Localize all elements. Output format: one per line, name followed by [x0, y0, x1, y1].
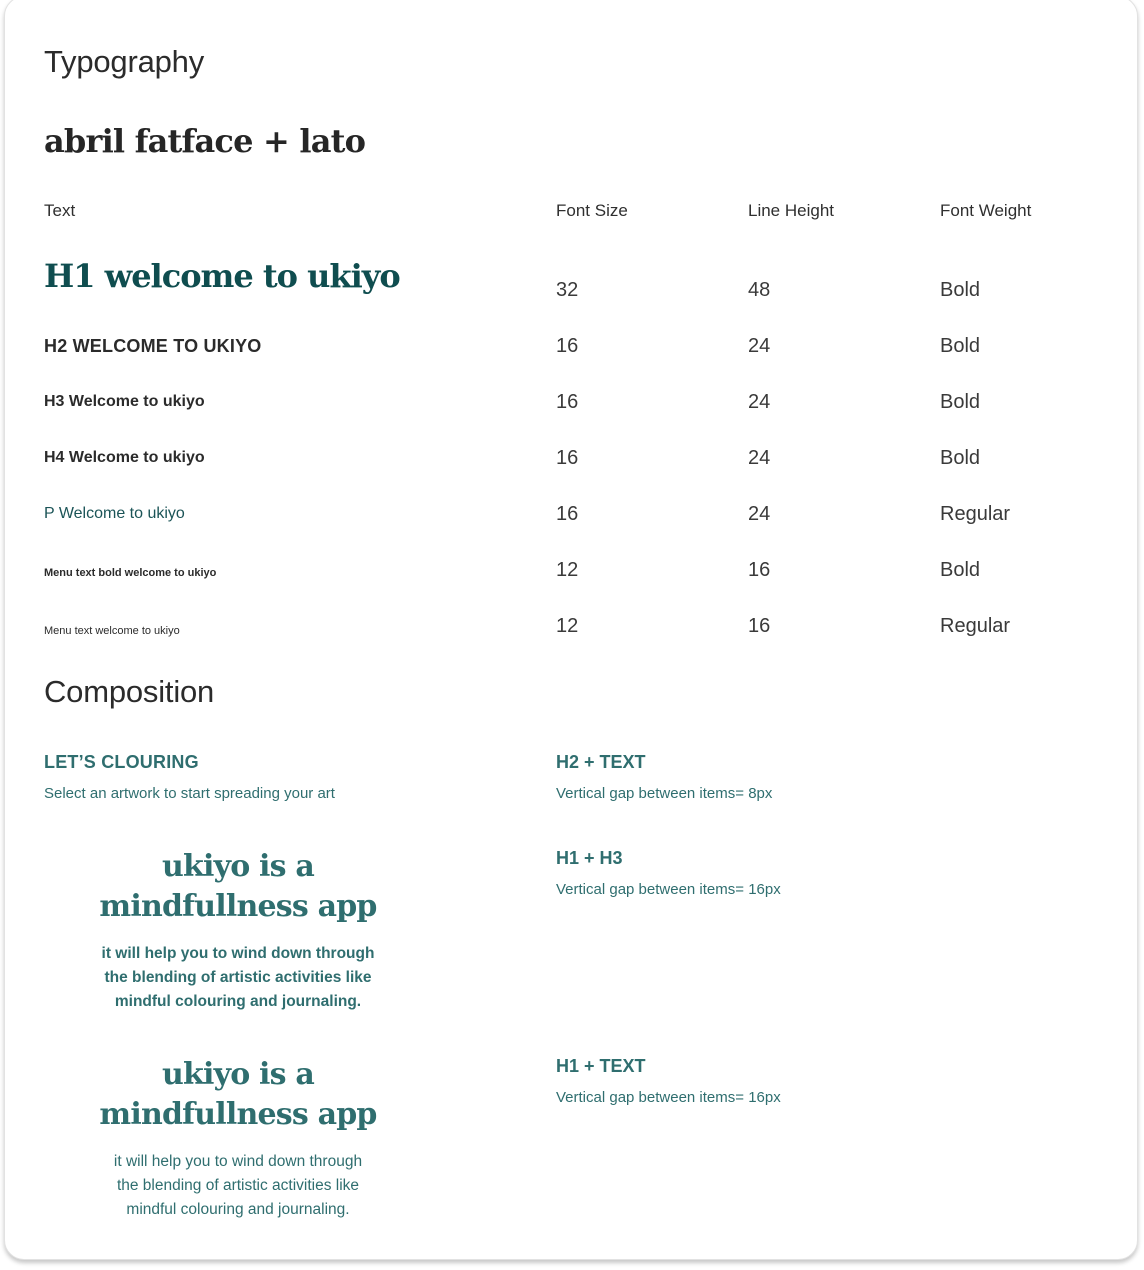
sample-paragraph: P Welcome to ukiyo	[44, 505, 185, 522]
typography-title: Typography	[44, 44, 204, 79]
row-h3-font-weight: Bold	[940, 391, 981, 413]
sample-h1: H1 welcome to ukiyo	[44, 257, 400, 295]
composition-example3-title-line2: mindfullness app	[99, 1097, 377, 1132]
column-header-font-weight: Font Weight	[940, 201, 1032, 220]
composition-example2-body-line3: mindful colouring and journaling.	[114, 993, 362, 1010]
composition-example2-title	[28, 847, 448, 927]
composition-example3-body-line1: it will help you to wind down through	[113, 1153, 363, 1170]
row-p-font-size: 16	[556, 503, 579, 525]
composition-example3-body-line3: mindful colouring and journaling.	[126, 1201, 350, 1218]
row-h1-font-size: 32	[556, 279, 579, 301]
row-p-line-height: 24	[748, 503, 771, 525]
composition-example2-body-line1: it will help you to wind down through	[101, 945, 375, 962]
composition-example1-text: Select an artwork to start spreading your art	[44, 785, 335, 802]
composition-example2-gap: Vertical gap between items= 16px	[556, 881, 781, 898]
composition-example2-title-line1: ukiyo is a	[161, 849, 315, 884]
composition-example3-gap: Vertical gap between items= 16px	[556, 1089, 781, 1106]
column-header-text: Text	[44, 201, 76, 220]
row-menu-line-height: 16	[748, 615, 771, 637]
composition-example3-label: H1 + TEXT	[556, 1056, 646, 1076]
composition-example1-label: H2 + TEXT	[556, 752, 646, 772]
composition-example3-title	[28, 1055, 448, 1135]
row-menu-bold-line-height: 16	[748, 559, 771, 581]
row-h3-line-height: 24	[748, 391, 771, 413]
column-header-font-size: Font Size	[556, 201, 628, 220]
row-h1-font-weight: Bold	[940, 279, 981, 301]
column-header-line-height: Line Height	[748, 201, 835, 220]
composition-example1-heading: LET’S CLOURING	[44, 752, 199, 772]
row-h4-line-height: 24	[748, 447, 771, 469]
sample-h2: H2 WELCOME TO UKIYO	[44, 336, 262, 356]
row-h4-font-size: 16	[556, 447, 579, 469]
composition-example3-body-line2: the blending of artistic activities like	[116, 1177, 360, 1194]
composition-example1-gap: Vertical gap between items= 8px	[556, 785, 773, 802]
row-h2-line-height: 24	[748, 335, 771, 357]
composition-example2-label: H1 + H3	[556, 848, 623, 868]
composition-example2-body-line2: the blending of artistic activities like	[104, 969, 372, 986]
composition-example3-body	[28, 1150, 448, 1222]
sample-menu-bold: Menu text bold welcome to ukiyo	[44, 567, 217, 579]
row-menu-bold-font-weight: Bold	[940, 559, 981, 581]
row-h1-line-height: 48	[748, 279, 771, 301]
sample-h4: H4 Welcome to ukiyo	[44, 449, 205, 466]
row-p-font-weight: Regular	[940, 503, 1011, 525]
composition-example3-title-line1: ukiyo is a	[161, 1057, 315, 1092]
row-menu-font-size: 12	[556, 615, 579, 637]
font-pair-title: abril fatface + lato	[44, 122, 366, 160]
row-h2-font-size: 16	[556, 335, 579, 357]
row-h4-font-weight: Bold	[940, 447, 981, 469]
row-menu-bold-font-size: 12	[556, 559, 579, 581]
sample-menu: Menu text welcome to ukiyo	[44, 625, 180, 637]
composition-example2-body	[28, 942, 448, 1014]
row-menu-font-weight: Regular	[940, 615, 1011, 637]
sample-h3: H3 Welcome to ukiyo	[44, 393, 205, 410]
composition-example2-title-line2: mindfullness app	[99, 889, 377, 924]
composition-title: Composition	[44, 674, 215, 709]
row-h2-font-weight: Bold	[940, 335, 981, 357]
row-h3-font-size: 16	[556, 391, 579, 413]
